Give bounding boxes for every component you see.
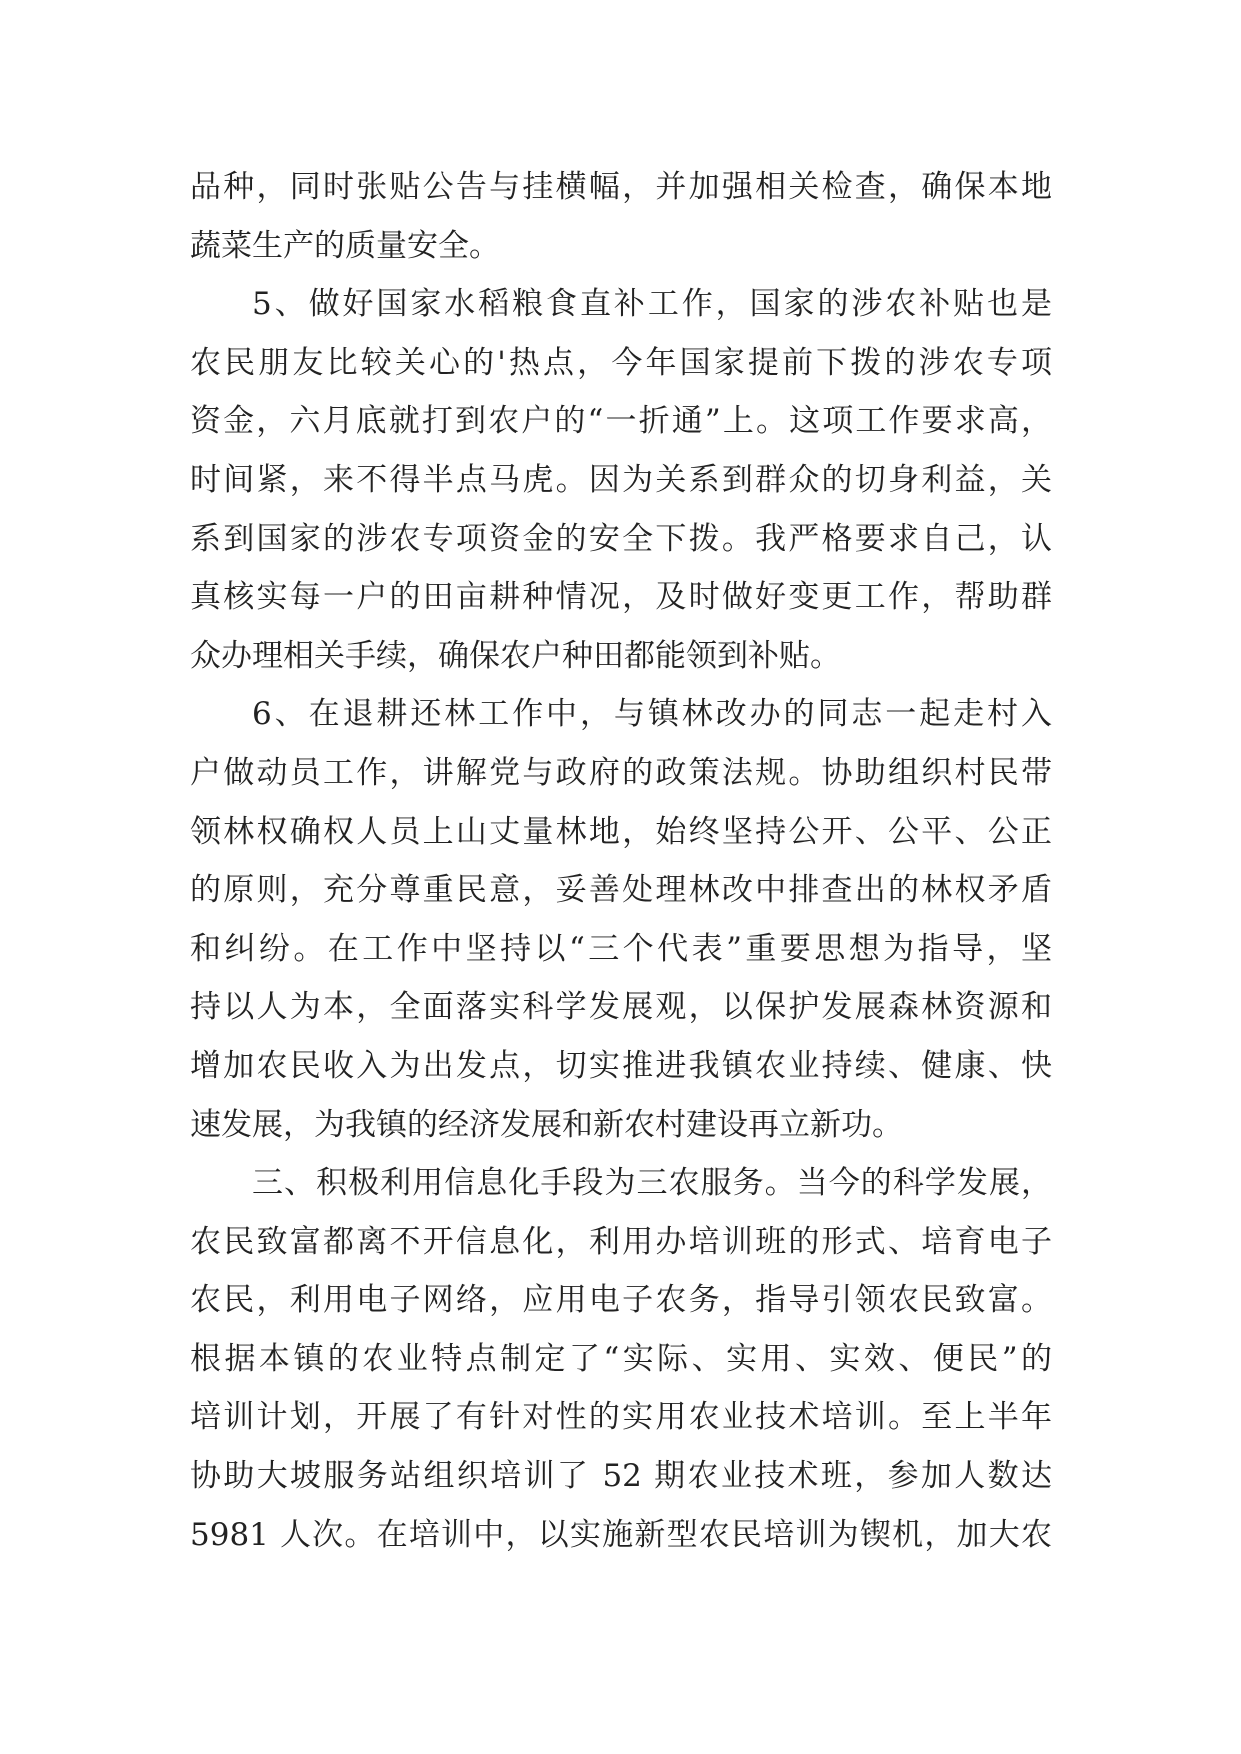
text-line: 户做动员工作，讲解党与政府的政策法规。协助组织村民带 xyxy=(190,754,1052,791)
text-line: 三、积极利用信息化手段为三农服务。当今的科学发展， xyxy=(252,1165,1052,1202)
document-body xyxy=(190,158,1052,1564)
text-line: 农民致富都离不开信息化，利用办培训班的形式、培育电子 xyxy=(190,1223,1052,1260)
text-line: 时间紧，来不得半点马虎。因为关系到群众的切身利益，关 xyxy=(190,461,1052,498)
text-line: 5981 人次。在培训中，以实施新型农民培训为锲机，加大农 xyxy=(190,1516,1052,1553)
text-line: 品种，同时张贴公告与挂横幅，并加强相关检查，确保本地 xyxy=(190,169,1052,205)
text-line: 增加农民收入为出发点，切实推进我镇农业持续、健康、快 xyxy=(190,1047,1052,1084)
text-line: 的原则，充分尊重民意，妥善处理林改中排查出的林权矛盾 xyxy=(190,872,1052,909)
text-line: 系到国家的涉农专项资金的安全下拨。我严格要求自己，认 xyxy=(190,520,1052,557)
text-line: 速发展，为我镇的经济发展和新农村建设再立新功。 xyxy=(190,1106,903,1143)
text-line: 蔬菜生产的质量安全。 xyxy=(190,227,500,264)
text-line: 和纠纷。在工作中坚持以“三个代表”重要思想为指导，坚 xyxy=(190,930,1052,967)
text-line: 持以人为本，全面落实科学发展观，以保护发展森林资源和 xyxy=(190,989,1052,1026)
text-line: 资金，六月底就打到农户的“一折通”上。这项工作要求高， xyxy=(190,403,1052,440)
text-line: 真核实每一户的田亩耕种情况，及时做好变更工作，帮助群 xyxy=(190,579,1052,616)
text-line: 众办理相关手续，确保农户种田都能领到补贴。 xyxy=(190,637,841,674)
text-line: 培训计划，开展了有针对性的实用农业技术培训。至上半年 xyxy=(190,1399,1052,1436)
text-line: 农民，利用电子网络，应用电子农务，指导引领农民致富。 xyxy=(190,1282,1052,1319)
text-line: 协助大坡服务站组织培训了 52 期农业技术班，参加人数达 xyxy=(190,1458,1052,1495)
text-line: 5、做好国家水稻粮食直补工作，国家的涉农补贴也是 xyxy=(252,286,1052,323)
text-line: 领林权确权人员上山丈量林地，始终坚持公开、公平、公正 xyxy=(190,813,1052,850)
text-line: 农民朋友比较关心的'热点，今年国家提前下拨的涉农专项 xyxy=(190,344,1052,381)
text-line: 6、在退耕还林工作中，与镇林改办的同志一起走村入 xyxy=(252,696,1052,733)
text-line: 根据本镇的农业特点制定了“实际、实用、实效、便民”的 xyxy=(190,1340,1052,1377)
